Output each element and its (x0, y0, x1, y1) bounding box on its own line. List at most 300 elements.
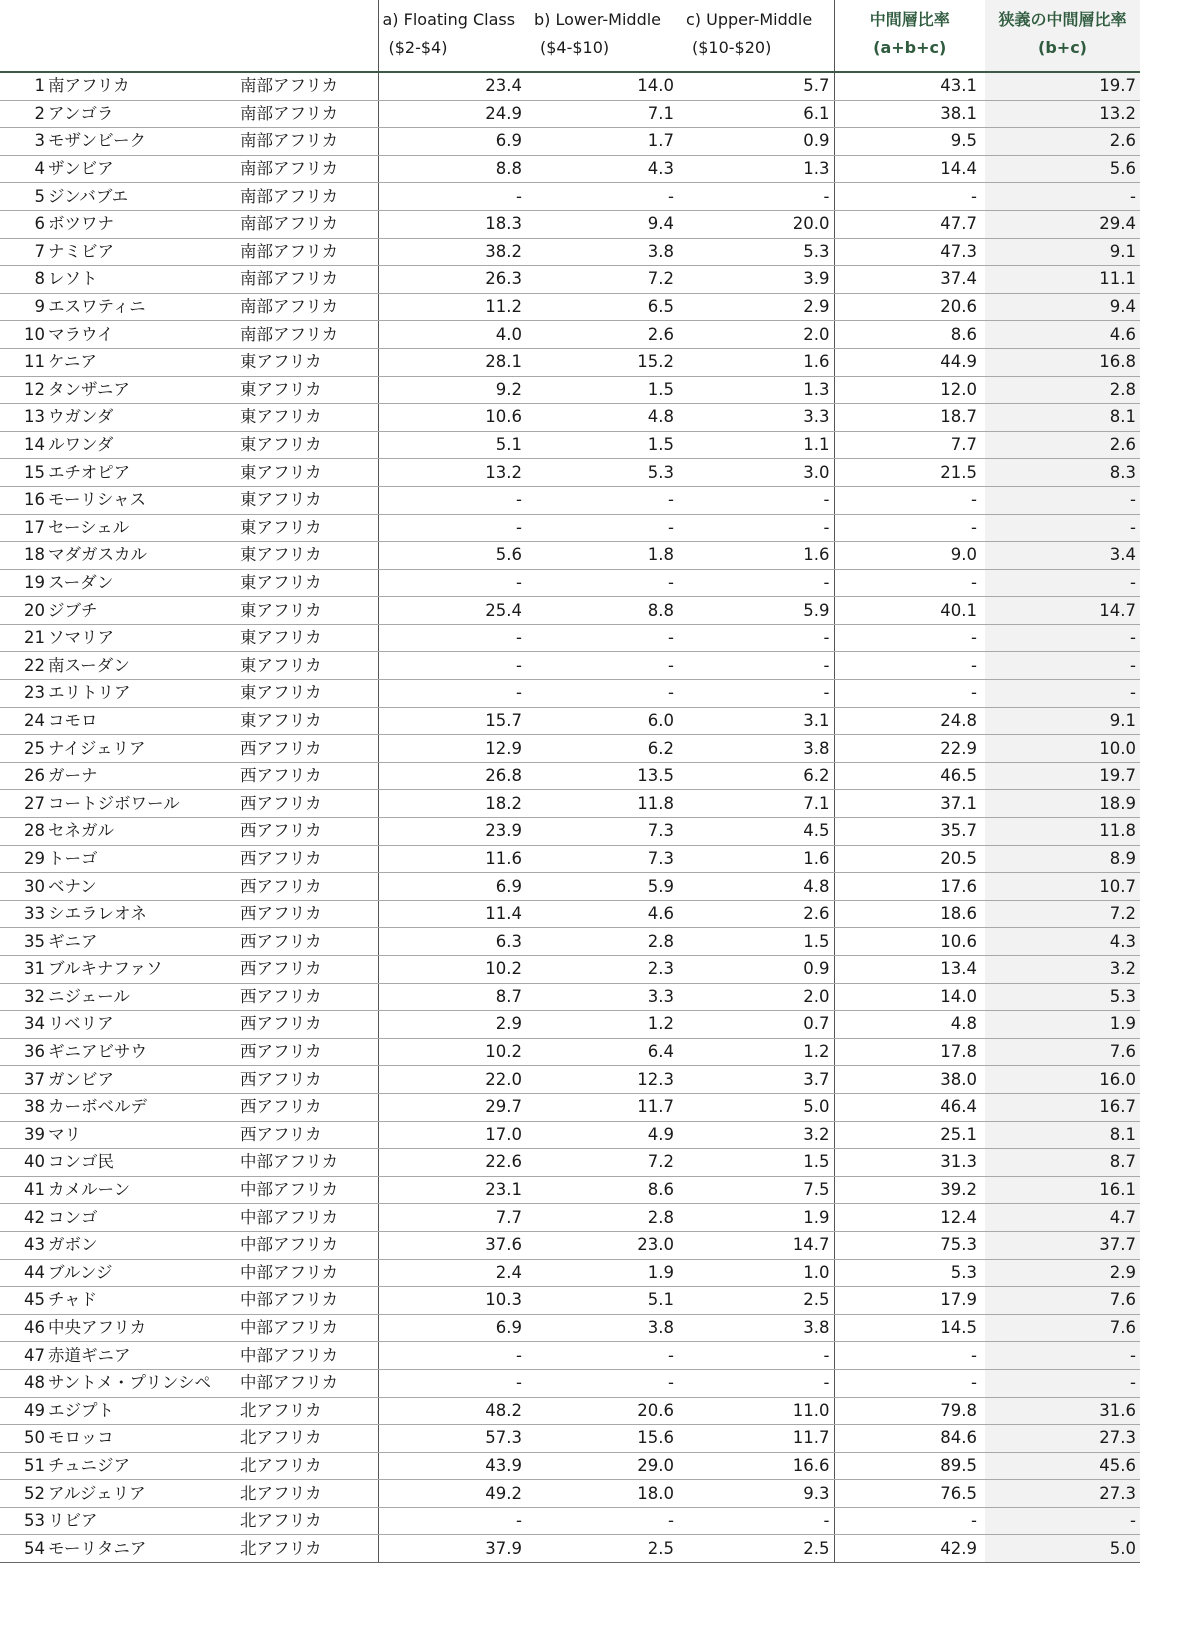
header-floating-class-label: a) Floating Class (382, 10, 516, 29)
region-name: 東アフリカ (240, 597, 378, 625)
region-name: 南部アフリカ (240, 293, 378, 321)
header-middle-ratio (834, 0, 985, 72)
upper-middle-value: - (682, 514, 834, 542)
country-name: 赤道ギニア (48, 1342, 240, 1370)
narrow-ratio-value: 10.7 (985, 873, 1140, 901)
region-name: 東アフリカ (240, 652, 378, 680)
row-number: 52 (0, 1480, 48, 1508)
table-row (0, 431, 1140, 459)
lower-middle-value: 4.9 (530, 1121, 682, 1149)
narrow-ratio-value: - (985, 183, 1140, 211)
row-number: 34 (0, 1011, 48, 1039)
country-name: エスワティニ (48, 293, 240, 321)
upper-middle-value: 4.8 (682, 873, 834, 901)
floating-class-value: 10.2 (378, 956, 530, 984)
floating-class-value: 11.6 (378, 845, 530, 873)
upper-middle-value: 1.6 (682, 348, 834, 376)
upper-middle-value: 2.5 (682, 1287, 834, 1315)
row-number: 46 (0, 1314, 48, 1342)
floating-class-value: 28.1 (378, 348, 530, 376)
table-row (0, 1011, 1140, 1039)
country-name: スーダン (48, 569, 240, 597)
table-row (0, 266, 1140, 294)
narrow-ratio-value: 7.2 (985, 900, 1140, 928)
region-name: 北アフリカ (240, 1397, 378, 1425)
floating-class-value: 48.2 (378, 1397, 530, 1425)
row-number: 47 (0, 1342, 48, 1370)
upper-middle-value: - (682, 569, 834, 597)
row-number: 12 (0, 376, 48, 404)
upper-middle-value: 1.5 (682, 1149, 834, 1177)
lower-middle-value: 1.5 (530, 376, 682, 404)
lower-middle-value: 14.0 (530, 72, 682, 100)
table-row (0, 210, 1140, 238)
table-row (0, 155, 1140, 183)
middle-ratio-value: - (834, 183, 985, 211)
country-name: モーリシャス (48, 486, 240, 514)
country-name: コンゴ (48, 1204, 240, 1232)
region-name: 南部アフリカ (240, 128, 378, 156)
upper-middle-value: - (682, 1369, 834, 1397)
narrow-ratio-value: - (985, 652, 1140, 680)
middle-ratio-value: 84.6 (834, 1425, 985, 1453)
table-row (0, 790, 1140, 818)
region-name: 西アフリカ (240, 928, 378, 956)
floating-class-value: 9.2 (378, 376, 530, 404)
country-name: カーボベルデ (48, 1093, 240, 1121)
middle-ratio-value: - (834, 486, 985, 514)
country-name: カメルーン (48, 1176, 240, 1204)
table-row (0, 404, 1140, 432)
floating-class-value: - (378, 514, 530, 542)
table-row (0, 900, 1140, 928)
narrow-ratio-value: 4.6 (985, 321, 1140, 349)
region-name: 東アフリカ (240, 348, 378, 376)
lower-middle-value: - (530, 680, 682, 708)
header-floating-class-range: ($2-$4) (388, 38, 448, 57)
upper-middle-value: 3.2 (682, 1121, 834, 1149)
country-name: ガボン (48, 1231, 240, 1259)
table-row (0, 100, 1140, 128)
table-row (0, 293, 1140, 321)
middle-ratio-value: 38.1 (834, 100, 985, 128)
narrow-ratio-value: 3.4 (985, 542, 1140, 570)
narrow-ratio-value: 7.6 (985, 1287, 1140, 1315)
country-name: ソマリア (48, 624, 240, 652)
middle-ratio-value: 43.1 (834, 72, 985, 100)
table-row (0, 1149, 1140, 1177)
floating-class-value: 10.3 (378, 1287, 530, 1315)
lower-middle-value: - (530, 569, 682, 597)
middle-ratio-value: 25.1 (834, 1121, 985, 1149)
floating-class-value: 6.9 (378, 873, 530, 901)
floating-class-value: 29.7 (378, 1093, 530, 1121)
region-name: 西アフリカ (240, 818, 378, 846)
middle-ratio-value: 79.8 (834, 1397, 985, 1425)
country-name: ガーナ (48, 762, 240, 790)
middle-ratio-value: 21.5 (834, 459, 985, 487)
country-name: コモロ (48, 707, 240, 735)
floating-class-value: - (378, 1369, 530, 1397)
lower-middle-value: 5.3 (530, 459, 682, 487)
header-lower-middle (530, 0, 682, 72)
lower-middle-value: 1.7 (530, 128, 682, 156)
country-name: ボツワナ (48, 210, 240, 238)
country-name: ベナン (48, 873, 240, 901)
row-number: 17 (0, 514, 48, 542)
upper-middle-value: 2.0 (682, 983, 834, 1011)
row-number: 6 (0, 210, 48, 238)
region-name: 西アフリカ (240, 1093, 378, 1121)
floating-class-value: 25.4 (378, 597, 530, 625)
region-name: 西アフリカ (240, 983, 378, 1011)
row-number: 10 (0, 321, 48, 349)
region-name: 東アフリカ (240, 624, 378, 652)
narrow-ratio-value: 4.3 (985, 928, 1140, 956)
country-name: ザンビア (48, 155, 240, 183)
upper-middle-value: 1.6 (682, 542, 834, 570)
lower-middle-value: 3.8 (530, 238, 682, 266)
floating-class-value: 37.6 (378, 1231, 530, 1259)
floating-class-value: 10.6 (378, 404, 530, 432)
header-narrow-ratio-formula: (b+c) (1038, 38, 1087, 57)
floating-class-value: - (378, 569, 530, 597)
country-name: マリ (48, 1121, 240, 1149)
middle-ratio-value: 18.7 (834, 404, 985, 432)
country-name: ブルキナファソ (48, 956, 240, 984)
table-row (0, 514, 1140, 542)
middle-ratio-value: 47.7 (834, 210, 985, 238)
table-row (0, 680, 1140, 708)
narrow-ratio-value: 5.3 (985, 983, 1140, 1011)
row-number: 7 (0, 238, 48, 266)
row-number: 26 (0, 762, 48, 790)
row-number: 33 (0, 900, 48, 928)
middle-ratio-value: 18.6 (834, 900, 985, 928)
narrow-ratio-value: 18.9 (985, 790, 1140, 818)
row-number: 53 (0, 1507, 48, 1535)
region-name: 東アフリカ (240, 459, 378, 487)
table-row (0, 707, 1140, 735)
row-number: 35 (0, 928, 48, 956)
table-row (0, 1176, 1140, 1204)
region-name: 西アフリカ (240, 1011, 378, 1039)
upper-middle-value: 11.0 (682, 1397, 834, 1425)
middle-ratio-value: - (834, 514, 985, 542)
middle-ratio-value: 10.6 (834, 928, 985, 956)
header-blank-name (48, 0, 240, 72)
narrow-ratio-value: - (985, 624, 1140, 652)
row-number: 41 (0, 1176, 48, 1204)
region-name: 中部アフリカ (240, 1259, 378, 1287)
row-number: 48 (0, 1369, 48, 1397)
lower-middle-value: 8.8 (530, 597, 682, 625)
floating-class-value: 24.9 (378, 100, 530, 128)
floating-class-value: 6.3 (378, 928, 530, 956)
row-number: 51 (0, 1452, 48, 1480)
row-number: 1 (0, 72, 48, 100)
region-name: 南部アフリカ (240, 183, 378, 211)
lower-middle-value: 1.9 (530, 1259, 682, 1287)
region-name: 南部アフリカ (240, 321, 378, 349)
row-number: 50 (0, 1425, 48, 1453)
table-row (0, 624, 1140, 652)
lower-middle-value: 2.8 (530, 1204, 682, 1232)
region-name: 東アフリカ (240, 569, 378, 597)
middle-ratio-value: 9.0 (834, 542, 985, 570)
table-row (0, 928, 1140, 956)
lower-middle-value: 6.2 (530, 735, 682, 763)
region-name: 西アフリカ (240, 1066, 378, 1094)
upper-middle-value: - (682, 680, 834, 708)
floating-class-value: 8.7 (378, 983, 530, 1011)
lower-middle-value: 12.3 (530, 1066, 682, 1094)
row-number: 24 (0, 707, 48, 735)
narrow-ratio-value: 16.1 (985, 1176, 1140, 1204)
upper-middle-value: - (682, 1342, 834, 1370)
floating-class-value: 15.7 (378, 707, 530, 735)
upper-middle-value: 1.6 (682, 845, 834, 873)
table-row (0, 983, 1140, 1011)
narrow-ratio-value: 8.7 (985, 1149, 1140, 1177)
region-name: 南部アフリカ (240, 210, 378, 238)
floating-class-value: - (378, 680, 530, 708)
middle-ratio-value: 5.3 (834, 1259, 985, 1287)
row-number: 20 (0, 597, 48, 625)
middle-ratio-value: 14.5 (834, 1314, 985, 1342)
middle-ratio-value: 38.0 (834, 1066, 985, 1094)
middle-ratio-value: 76.5 (834, 1480, 985, 1508)
country-name: マラウイ (48, 321, 240, 349)
country-name: ニジェール (48, 983, 240, 1011)
table-row (0, 1121, 1140, 1149)
row-number: 25 (0, 735, 48, 763)
floating-class-value: - (378, 183, 530, 211)
table-row (0, 321, 1140, 349)
middle-ratio-value: 39.2 (834, 1176, 985, 1204)
floating-class-value: - (378, 652, 530, 680)
narrow-ratio-value: 7.6 (985, 1314, 1140, 1342)
lower-middle-value: - (530, 1507, 682, 1535)
lower-middle-value: 11.8 (530, 790, 682, 818)
table-row (0, 1342, 1140, 1370)
row-number: 13 (0, 404, 48, 432)
lower-middle-value: 11.7 (530, 1093, 682, 1121)
middle-ratio-value: - (834, 1369, 985, 1397)
row-number: 31 (0, 956, 48, 984)
floating-class-value: - (378, 624, 530, 652)
upper-middle-value: 5.9 (682, 597, 834, 625)
lower-middle-value: 7.3 (530, 818, 682, 846)
narrow-ratio-value: - (985, 680, 1140, 708)
row-number: 49 (0, 1397, 48, 1425)
table-row (0, 1287, 1140, 1315)
upper-middle-value: 1.5 (682, 928, 834, 956)
country-name: ガンビア (48, 1066, 240, 1094)
middle-ratio-value: 44.9 (834, 348, 985, 376)
region-name: 東アフリカ (240, 431, 378, 459)
table-row (0, 845, 1140, 873)
header-narrow-ratio-label: 狭義の中間層比率 (998, 10, 1127, 29)
table-row (0, 956, 1140, 984)
country-name: ケニア (48, 348, 240, 376)
narrow-ratio-value: 45.6 (985, 1452, 1140, 1480)
floating-class-value: 11.4 (378, 900, 530, 928)
narrow-ratio-value: 5.6 (985, 155, 1140, 183)
middle-ratio-value: 13.4 (834, 956, 985, 984)
table-row (0, 72, 1140, 100)
country-name: 中央アフリカ (48, 1314, 240, 1342)
lower-middle-value: 9.4 (530, 210, 682, 238)
upper-middle-value: 3.7 (682, 1066, 834, 1094)
middle-ratio-value: 31.3 (834, 1149, 985, 1177)
narrow-ratio-value: 16.8 (985, 348, 1140, 376)
upper-middle-value: 7.1 (682, 790, 834, 818)
lower-middle-value: 3.3 (530, 983, 682, 1011)
middle-ratio-value: 14.4 (834, 155, 985, 183)
region-name: 南部アフリカ (240, 266, 378, 294)
table-row (0, 1259, 1140, 1287)
narrow-ratio-value: 8.1 (985, 1121, 1140, 1149)
upper-middle-value: 3.8 (682, 735, 834, 763)
lower-middle-value: - (530, 183, 682, 211)
narrow-ratio-value: 8.9 (985, 845, 1140, 873)
narrow-ratio-value: 10.0 (985, 735, 1140, 763)
country-name: マダガスカル (48, 542, 240, 570)
lower-middle-value: - (530, 486, 682, 514)
floating-class-value: 37.9 (378, 1535, 530, 1563)
region-name: 中部アフリカ (240, 1149, 378, 1177)
narrow-ratio-value: 1.9 (985, 1011, 1140, 1039)
middle-ratio-value: 14.0 (834, 983, 985, 1011)
lower-middle-value: 1.5 (530, 431, 682, 459)
narrow-ratio-value: 9.1 (985, 707, 1140, 735)
table-row (0, 597, 1140, 625)
region-name: 西アフリカ (240, 845, 378, 873)
row-number: 16 (0, 486, 48, 514)
middle-ratio-value: 20.5 (834, 845, 985, 873)
row-number: 2 (0, 100, 48, 128)
upper-middle-value: 2.9 (682, 293, 834, 321)
upper-middle-value: 3.9 (682, 266, 834, 294)
middle-ratio-value: - (834, 1342, 985, 1370)
floating-class-value: 11.2 (378, 293, 530, 321)
row-number: 11 (0, 348, 48, 376)
row-number: 3 (0, 128, 48, 156)
table-row (0, 1066, 1140, 1094)
table-row (0, 1397, 1140, 1425)
lower-middle-value: - (530, 1342, 682, 1370)
region-name: 西アフリカ (240, 1121, 378, 1149)
middle-ratio-value: 17.6 (834, 873, 985, 901)
row-number: 39 (0, 1121, 48, 1149)
lower-middle-value: 13.5 (530, 762, 682, 790)
narrow-ratio-value: - (985, 569, 1140, 597)
lower-middle-value: 4.3 (530, 155, 682, 183)
row-number: 14 (0, 431, 48, 459)
upper-middle-value: 5.0 (682, 1093, 834, 1121)
lower-middle-value: 5.1 (530, 1287, 682, 1315)
region-name: 北アフリカ (240, 1452, 378, 1480)
narrow-ratio-value: 13.2 (985, 100, 1140, 128)
region-name: 東アフリカ (240, 486, 378, 514)
floating-class-value: 17.0 (378, 1121, 530, 1149)
upper-middle-value: 3.0 (682, 459, 834, 487)
middle-ratio-value: 4.8 (834, 1011, 985, 1039)
lower-middle-value: - (530, 1369, 682, 1397)
table-row (0, 1452, 1140, 1480)
row-number: 38 (0, 1093, 48, 1121)
narrow-ratio-value: 2.8 (985, 376, 1140, 404)
row-number: 32 (0, 983, 48, 1011)
middle-ratio-value: 47.3 (834, 238, 985, 266)
region-name: 北アフリカ (240, 1425, 378, 1453)
middle-ratio-value: 20.6 (834, 293, 985, 321)
lower-middle-value: 6.0 (530, 707, 682, 735)
lower-middle-value: 20.6 (530, 1397, 682, 1425)
middle-ratio-value: 7.7 (834, 431, 985, 459)
narrow-ratio-value: 14.7 (985, 597, 1140, 625)
lower-middle-value: 6.4 (530, 1038, 682, 1066)
country-name: 南スーダン (48, 652, 240, 680)
row-number: 15 (0, 459, 48, 487)
upper-middle-value: 5.3 (682, 238, 834, 266)
floating-class-value: 6.9 (378, 128, 530, 156)
middle-ratio-value: 37.1 (834, 790, 985, 818)
upper-middle-value: 5.7 (682, 72, 834, 100)
upper-middle-value: - (682, 624, 834, 652)
upper-middle-value: 16.6 (682, 1452, 834, 1480)
middle-ratio-value: 24.8 (834, 707, 985, 735)
upper-middle-value: 1.0 (682, 1259, 834, 1287)
row-number: 45 (0, 1287, 48, 1315)
floating-class-value: 8.8 (378, 155, 530, 183)
table-row (0, 818, 1140, 846)
upper-middle-value: 3.3 (682, 404, 834, 432)
upper-middle-value: 14.7 (682, 1231, 834, 1259)
floating-class-value: 18.3 (378, 210, 530, 238)
upper-middle-value: 3.1 (682, 707, 834, 735)
middle-ratio-value: 17.8 (834, 1038, 985, 1066)
country-name: ギニア (48, 928, 240, 956)
header-middle-ratio-label: 中間層比率 (869, 10, 950, 29)
row-number: 19 (0, 569, 48, 597)
lower-middle-value: 23.0 (530, 1231, 682, 1259)
lower-middle-value: - (530, 624, 682, 652)
table-row (0, 486, 1140, 514)
narrow-ratio-value: 27.3 (985, 1425, 1140, 1453)
middle-ratio-value: 12.0 (834, 376, 985, 404)
upper-middle-value: 1.1 (682, 431, 834, 459)
region-name: 西アフリカ (240, 956, 378, 984)
table-row (0, 1093, 1140, 1121)
region-name: 北アフリカ (240, 1480, 378, 1508)
middle-ratio-value: - (834, 569, 985, 597)
lower-middle-value: 3.8 (530, 1314, 682, 1342)
narrow-ratio-value: 29.4 (985, 210, 1140, 238)
row-number: 28 (0, 818, 48, 846)
upper-middle-value: - (682, 486, 834, 514)
table-row (0, 1535, 1140, 1563)
table-row (0, 348, 1140, 376)
lower-middle-value: 7.2 (530, 266, 682, 294)
table-row (0, 542, 1140, 570)
floating-class-value: - (378, 486, 530, 514)
table-row (0, 873, 1140, 901)
upper-middle-value: 6.2 (682, 762, 834, 790)
upper-middle-value: 0.7 (682, 1011, 834, 1039)
middle-ratio-value: 9.5 (834, 128, 985, 156)
